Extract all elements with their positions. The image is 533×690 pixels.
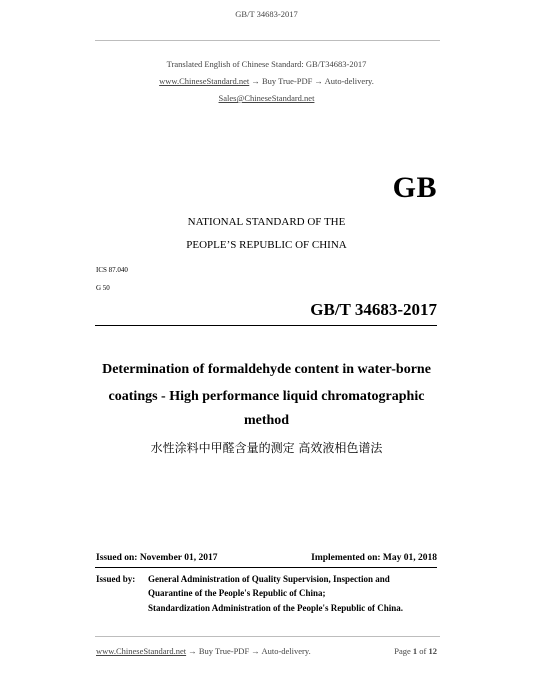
page-indicator	[394, 646, 437, 656]
footer-site-link[interactable]: www.ChineseStandard.net	[96, 646, 187, 656]
translation-note: Translated English of Chinese Standard: GB/T34683-2017	[166, 59, 367, 69]
issued-by-line-1: General Administration of Quality Supervision, Inspection and	[148, 574, 390, 584]
email-line	[0, 93, 533, 103]
g-code: G 50	[96, 284, 110, 292]
chinese-title: 水性涂料中甲醛含量的测定 高效液相色谱法	[150, 441, 383, 455]
standard-number-rule	[95, 325, 437, 326]
footer-purchase-text: → Buy True-PDF → Auto-delivery.	[188, 646, 311, 656]
page-total: 12	[428, 646, 437, 656]
issued-by-line-3: Standardization Administration of the People's Republic of China.	[148, 603, 404, 613]
national-line-1: NATIONAL STANDARD OF THE	[187, 216, 346, 228]
gb-logo: GB	[392, 171, 437, 204]
email-link[interactable]: Sales@ChineseStandard.net	[218, 93, 315, 103]
footer-purchase	[96, 646, 311, 656]
purchase-line	[0, 76, 533, 86]
issued-on: Issued on: November 01, 2017	[96, 553, 218, 563]
dates-rule	[95, 567, 437, 568]
issued-by-label: Issued by:	[96, 574, 136, 584]
standard-number: GB/T 34683-2017	[310, 300, 437, 319]
site-link[interactable]: www.ChineseStandard.net	[159, 76, 250, 86]
title-line-2: coatings - High performance liquid chromatographic	[108, 389, 425, 404]
issued-by-line-2: Quarantine of the People's Republic of China;	[148, 588, 326, 598]
running-header: GB/T 34683-2017	[235, 9, 298, 19]
implemented-on: Implemented on: May 01, 2018	[311, 553, 437, 563]
header-divider	[95, 40, 440, 41]
title-line-1: Determination of formaldehyde content in water-borne	[102, 362, 431, 377]
page-number: 1	[412, 646, 418, 656]
page-label: Page	[394, 646, 411, 656]
ics-code: ICS 87.040	[96, 266, 128, 274]
of-label: of	[419, 646, 427, 656]
purchase-text: → Buy True-PDF → Auto-delivery.	[251, 76, 374, 86]
footer-divider	[95, 636, 440, 637]
national-line-2: PEOPLE’S REPUBLIC OF CHINA	[186, 239, 347, 251]
title-line-3: method	[243, 413, 290, 428]
